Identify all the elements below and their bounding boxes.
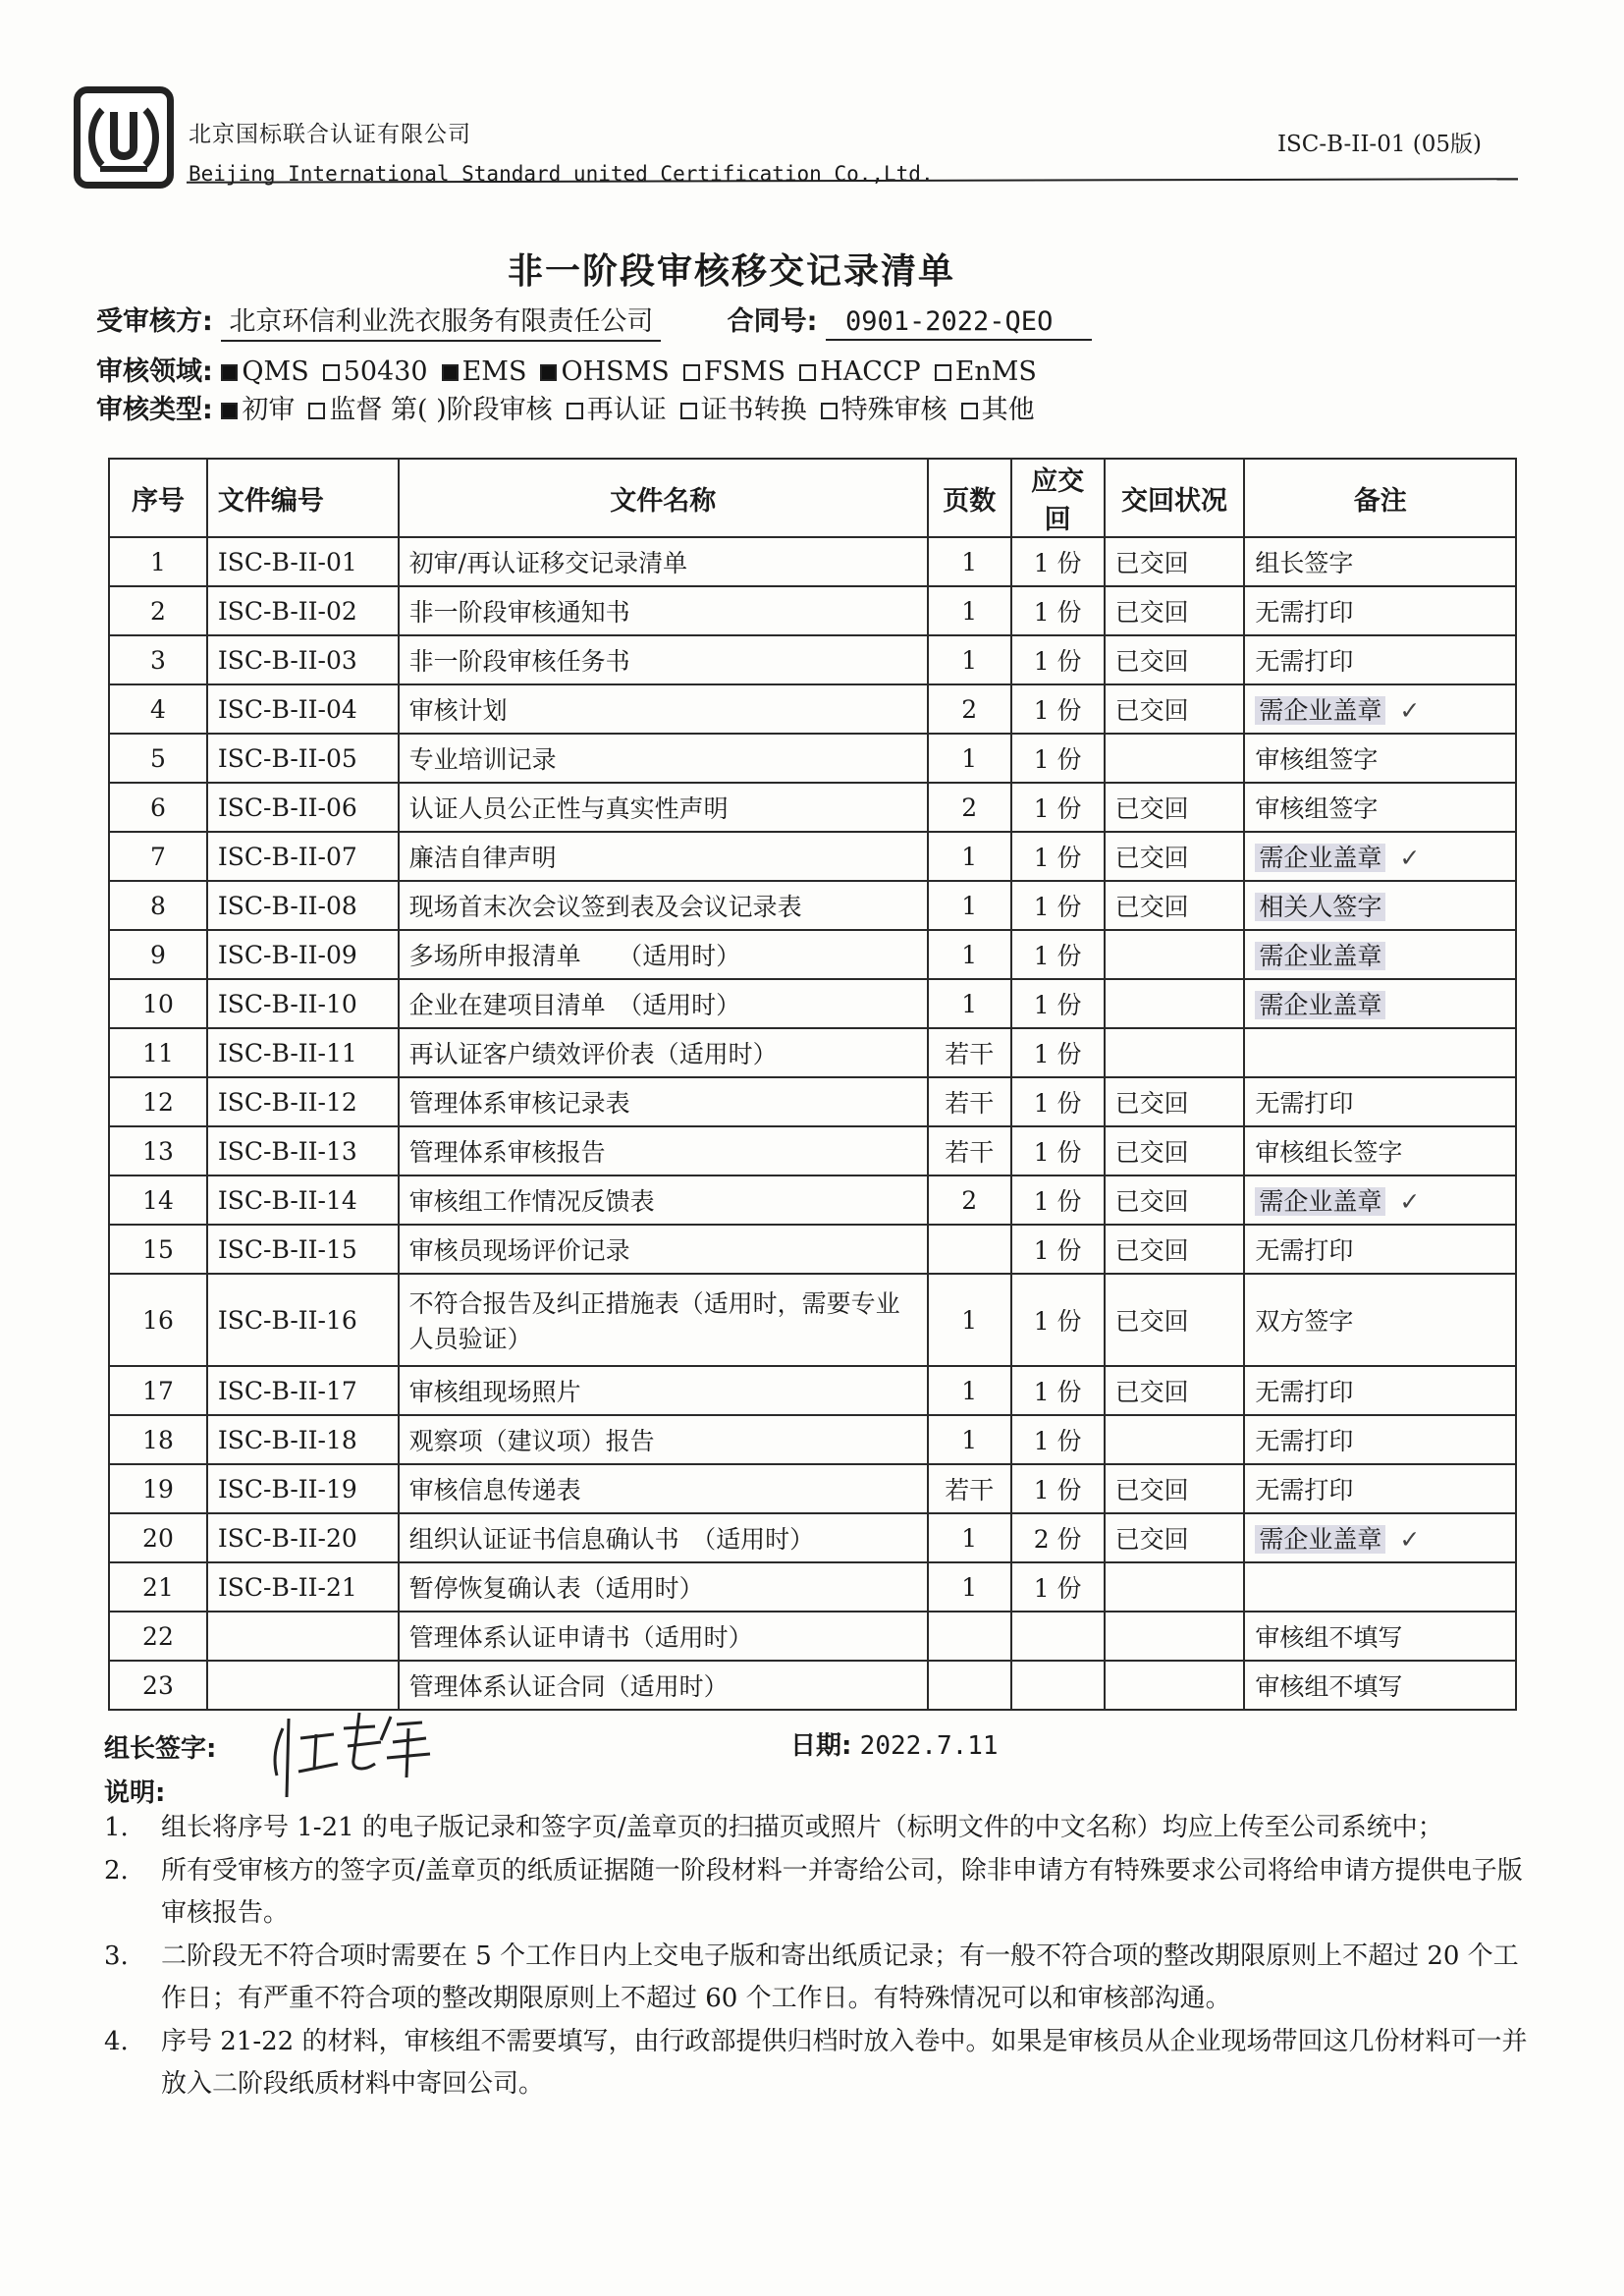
table-row <box>109 881 1516 930</box>
cell-copies: 1 份 <box>1011 734 1105 783</box>
table-header-row <box>109 459 1516 537</box>
cell-status: 已交回 <box>1105 635 1245 684</box>
cell-name: 观察项（建议项）报告 <box>399 1415 928 1464</box>
cell-no: 14 <box>109 1175 207 1225</box>
table-row <box>109 1366 1516 1415</box>
notes-title: 说明: <box>104 1778 166 1808</box>
cell-copies: 1 份 <box>1011 1225 1105 1274</box>
audit-type-line <box>96 388 1049 426</box>
leader-signature <box>265 1699 442 1807</box>
cell-status: 已交回 <box>1105 684 1245 734</box>
cell-remark <box>1244 832 1516 881</box>
cell-status <box>1105 1028 1245 1077</box>
cell-pages: 1 <box>928 734 1011 783</box>
cell-status: 已交回 <box>1105 537 1245 586</box>
cell-remark <box>1244 635 1516 684</box>
cell-status: 已交回 <box>1105 1225 1245 1274</box>
audit-field-option <box>442 356 527 387</box>
cell-pages: 1 <box>928 1415 1011 1464</box>
audit-field-option <box>540 356 669 387</box>
cell-pages <box>928 1225 1011 1274</box>
note-text: 序号 21-22 的材料，审核组不需要填写，由行政部提供归档时放入卷中。如果是审核员从企业现场带回这几份材料可一并放入二阶段纸质材料中寄回公司。 <box>161 2027 1528 2099</box>
cell-copies: 1 份 <box>1011 635 1105 684</box>
cell-name: 审核信息传递表 <box>399 1464 928 1513</box>
remark-text: 需企业盖章 <box>1255 991 1385 1019</box>
cell-no: 20 <box>109 1513 207 1562</box>
cell-remark <box>1244 684 1516 734</box>
cell-pages: 1 <box>928 832 1011 881</box>
cell-pages: 若干 <box>928 1126 1011 1175</box>
table-row <box>109 832 1516 881</box>
remark-text: 无需打印 <box>1255 647 1354 676</box>
unchecked-box-icon <box>323 364 340 381</box>
cell-status: 已交回 <box>1105 783 1245 832</box>
cell-pages: 2 <box>928 783 1011 832</box>
cell-no: 7 <box>109 832 207 881</box>
audit-field-option-label: FSMS <box>703 356 786 387</box>
audit-field-option-label: QMS <box>242 356 309 387</box>
audit-type-label: 审核类型: <box>96 395 213 425</box>
col-header-pages: 页数 <box>928 459 1011 537</box>
cell-remark <box>1244 881 1516 930</box>
remark-text: 组长签字 <box>1255 549 1354 577</box>
company-name-cn: 北京国标联合认证有限公司 <box>189 122 471 147</box>
col-header-remark: 备注 <box>1244 459 1516 537</box>
checked-box-icon <box>442 364 459 381</box>
cell-remark <box>1244 1028 1516 1077</box>
cell-name: 非一阶段审核通知书 <box>399 586 928 635</box>
table-row <box>109 1126 1516 1175</box>
cell-copies: 1 份 <box>1011 586 1105 635</box>
remark-text: 审核组不填写 <box>1255 1623 1403 1652</box>
cell-status: 已交回 <box>1105 1366 1245 1415</box>
unchecked-box-icon <box>308 403 325 419</box>
note-item <box>104 1807 1538 1849</box>
cell-status <box>1105 1415 1245 1464</box>
remark-text: 无需打印 <box>1255 1476 1354 1504</box>
col-header-copies: 应交回 <box>1011 459 1105 537</box>
records-table <box>108 458 1517 1711</box>
audit-type-option <box>221 388 295 426</box>
table-row <box>109 783 1516 832</box>
cell-status <box>1105 1612 1245 1661</box>
cell-remark <box>1244 1464 1516 1513</box>
cell-copies: 1 份 <box>1011 930 1105 979</box>
cell-code: ISC-B-II-07 <box>207 832 399 881</box>
remark-text: 审核组长签字 <box>1255 1138 1403 1167</box>
cell-code: ISC-B-II-03 <box>207 635 399 684</box>
audit-fields-line <box>96 350 1051 388</box>
audit-type-option <box>961 388 1035 426</box>
cell-copies: 1 份 <box>1011 1175 1105 1225</box>
remark-text: 审核组签字 <box>1255 745 1379 774</box>
table-row <box>109 586 1516 635</box>
cell-no: 9 <box>109 930 207 979</box>
cell-no: 23 <box>109 1661 207 1710</box>
cell-copies: 1 份 <box>1011 684 1105 734</box>
table-body <box>109 537 1516 1710</box>
remark-text: 审核组签字 <box>1255 794 1379 823</box>
audit-type-option <box>308 388 552 426</box>
cell-no: 12 <box>109 1077 207 1126</box>
cell-pages: 1 <box>928 930 1011 979</box>
cell-pages: 1 <box>928 586 1011 635</box>
audit-type-option-label: 再认证 <box>586 395 667 425</box>
cell-copies: 1 份 <box>1011 1028 1105 1077</box>
cell-pages: 2 <box>928 1175 1011 1225</box>
cell-name: 审核组现场照片 <box>399 1366 928 1415</box>
note-number: 4. <box>104 2027 129 2056</box>
audit-type-option-label: 特殊审核 <box>840 395 947 425</box>
audit-type-list <box>221 395 1048 425</box>
remark-text: 无需打印 <box>1255 598 1354 627</box>
note-number: 1. <box>104 1813 129 1842</box>
company-logo <box>74 86 174 189</box>
cell-code: ISC-B-II-02 <box>207 586 399 635</box>
cell-copies: 1 份 <box>1011 1562 1105 1612</box>
table-row <box>109 1513 1516 1562</box>
cell-code: ISC-B-II-09 <box>207 930 399 979</box>
cell-status: 已交回 <box>1105 1175 1245 1225</box>
cell-status <box>1105 1661 1245 1710</box>
cell-status <box>1105 1562 1245 1612</box>
table-row <box>109 684 1516 734</box>
cell-code: ISC-B-II-11 <box>207 1028 399 1077</box>
table-row <box>109 1274 1516 1366</box>
contract-label: 合同号: <box>727 306 818 337</box>
cell-pages: 1 <box>928 1274 1011 1366</box>
table-row <box>109 635 1516 684</box>
cell-remark <box>1244 1513 1516 1562</box>
remark-text: 需企业盖章 <box>1255 942 1385 970</box>
remark-text: 相关人签字 <box>1255 893 1385 921</box>
cell-status: 已交回 <box>1105 832 1245 881</box>
remark-text: 双方签字 <box>1255 1307 1354 1336</box>
cell-copies: 1 份 <box>1011 1077 1105 1126</box>
cell-copies: 1 份 <box>1011 1274 1105 1366</box>
remark-text: 无需打印 <box>1255 1378 1354 1406</box>
remark-text: 无需打印 <box>1255 1427 1354 1455</box>
audit-type-option <box>821 388 947 426</box>
isc-logo-icon <box>84 98 163 177</box>
cell-no: 21 <box>109 1562 207 1612</box>
audit-type-option-label: 其他 <box>981 395 1035 425</box>
cell-pages: 若干 <box>928 1464 1011 1513</box>
cell-name: 组织认证证书信息确认书 （适用时） <box>399 1513 928 1562</box>
table-row <box>109 1225 1516 1274</box>
check-mark-icon: ✓ <box>1399 696 1421 725</box>
cell-code: ISC-B-II-10 <box>207 979 399 1028</box>
table-row <box>109 1077 1516 1126</box>
check-mark-icon: ✓ <box>1399 1187 1421 1216</box>
cell-code: ISC-B-II-04 <box>207 684 399 734</box>
table-row <box>109 1464 1516 1513</box>
remark-text: 无需打印 <box>1255 1089 1354 1118</box>
cell-copies <box>1011 1612 1105 1661</box>
cell-remark <box>1244 783 1516 832</box>
cell-code: ISC-B-II-18 <box>207 1415 399 1464</box>
cell-name: 管理体系认证申请书（适用时） <box>399 1612 928 1661</box>
cell-remark <box>1244 1562 1516 1612</box>
cell-code <box>207 1612 399 1661</box>
audit-field-option-label: HACCP <box>820 356 921 387</box>
note-text: 所有受审核方的签字页/盖章页的纸质证据随一阶段材料一并寄给公司，除非申请方有特殊要求公司将给申请方提供电子版审核报告。 <box>161 1856 1523 1928</box>
audit-fields-label: 审核领域: <box>96 356 213 387</box>
cell-remark <box>1244 734 1516 783</box>
cell-code: ISC-B-II-06 <box>207 783 399 832</box>
cell-name: 再认证客户绩效评价表（适用时） <box>399 1028 928 1077</box>
checked-box-icon <box>221 364 238 381</box>
unchecked-box-icon <box>799 364 816 381</box>
cell-no: 5 <box>109 734 207 783</box>
cell-name: 管理体系审核记录表 <box>399 1077 928 1126</box>
cell-no: 17 <box>109 1366 207 1415</box>
unchecked-box-icon <box>683 364 700 381</box>
cell-no: 2 <box>109 586 207 635</box>
table-row <box>109 537 1516 586</box>
col-header-code: 文件编号 <box>207 459 399 537</box>
cell-status: 已交回 <box>1105 1274 1245 1366</box>
audit-field-option-label: EMS <box>461 356 527 387</box>
audit-field-option-label: EnMS <box>954 356 1037 387</box>
cell-no: 22 <box>109 1612 207 1661</box>
checked-box-icon <box>540 364 557 381</box>
document-title: 非一阶段审核移交记录清单 <box>507 251 955 292</box>
cell-name: 现场首末次会议签到表及会议记录表 <box>399 881 928 930</box>
cell-name: 认证人员公正性与真实性声明 <box>399 783 928 832</box>
cell-remark <box>1244 1415 1516 1464</box>
cell-no: 18 <box>109 1415 207 1464</box>
col-header-no: 序号 <box>109 459 207 537</box>
cell-no: 4 <box>109 684 207 734</box>
date-line <box>790 1725 999 1762</box>
cell-remark <box>1244 1612 1516 1661</box>
cell-pages <box>928 1612 1011 1661</box>
date-label: 日期: <box>790 1731 852 1761</box>
cell-no: 10 <box>109 979 207 1028</box>
audit-field-option <box>221 356 308 387</box>
note-item <box>104 1850 1538 1935</box>
audit-field-option <box>935 356 1037 387</box>
cell-no: 3 <box>109 635 207 684</box>
cell-name: 暂停恢复确认表（适用时） <box>399 1562 928 1612</box>
remark-text: 需企业盖章 <box>1255 1525 1385 1554</box>
cell-remark <box>1244 1126 1516 1175</box>
cell-copies <box>1011 1661 1105 1710</box>
note-item <box>104 1936 1538 2020</box>
cell-no: 11 <box>109 1028 207 1077</box>
table-row <box>109 1415 1516 1464</box>
cell-status: 已交回 <box>1105 1077 1245 1126</box>
company-name-en: Beijing International Standard united Certification Co.,Ltd. <box>189 162 934 186</box>
cell-status: 已交回 <box>1105 586 1245 635</box>
audit-field-option-label: 50430 <box>343 356 428 387</box>
cell-copies: 1 份 <box>1011 1415 1105 1464</box>
leader-signature-label: 组长签字: <box>104 1734 217 1764</box>
cell-status <box>1105 979 1245 1028</box>
unchecked-box-icon <box>567 403 583 419</box>
table-row <box>109 930 1516 979</box>
cell-copies: 1 份 <box>1011 979 1105 1028</box>
unchecked-box-icon <box>961 403 978 419</box>
note-text: 二阶段无不符合项时需要在 5 个工作日内上交电子版和寄出纸质记录；有一般不符合项的整改期限原则上不超过 20 个工作日；有严重不符合项的整改期限原则上不超过 60 个工作日。有特殊情况可以和审核部沟通。 <box>161 1941 1519 2013</box>
auditee-line <box>96 300 1092 342</box>
cell-code: ISC-B-II-05 <box>207 734 399 783</box>
cell-remark <box>1244 1366 1516 1415</box>
cell-no: 15 <box>109 1225 207 1274</box>
audit-type-option <box>680 388 807 426</box>
check-mark-icon: ✓ <box>1399 844 1421 872</box>
col-header-name: 文件名称 <box>399 459 928 537</box>
cell-name: 审核组工作情况反馈表 <box>399 1175 928 1225</box>
cell-status: 已交回 <box>1105 1126 1245 1175</box>
cell-no: 16 <box>109 1274 207 1366</box>
cell-pages: 2 <box>928 684 1011 734</box>
cell-pages: 1 <box>928 881 1011 930</box>
cell-code: ISC-B-II-19 <box>207 1464 399 1513</box>
cell-no: 1 <box>109 537 207 586</box>
cell-pages: 1 <box>928 979 1011 1028</box>
cell-status: 已交回 <box>1105 881 1245 930</box>
cell-copies: 1 份 <box>1011 1464 1105 1513</box>
cell-remark <box>1244 586 1516 635</box>
contract-value: 0901-2022-QEO <box>826 306 1092 341</box>
cell-pages: 若干 <box>928 1077 1011 1126</box>
auditee-label: 受审核方: <box>96 306 213 337</box>
cell-no: 6 <box>109 783 207 832</box>
audit-field-option <box>323 356 428 387</box>
cell-name: 廉洁自律声明 <box>399 832 928 881</box>
cell-name: 审核计划 <box>399 684 928 734</box>
checked-box-icon <box>221 403 238 419</box>
cell-status: 已交回 <box>1105 1513 1245 1562</box>
cell-pages <box>928 1661 1011 1710</box>
remark-text: 需企业盖章 <box>1255 844 1385 872</box>
note-number: 2. <box>104 1856 129 1886</box>
cell-code: ISC-B-II-15 <box>207 1225 399 1274</box>
audit-type-option-label: 初审 <box>242 395 296 425</box>
unchecked-box-icon <box>821 403 838 419</box>
auditee-value: 北京环信利业洗衣服务有限责任公司 <box>221 300 661 342</box>
cell-copies: 1 份 <box>1011 537 1105 586</box>
cell-name: 初审/再认证移交记录清单 <box>399 537 928 586</box>
cell-name: 不符合报告及纠正措施表（适用时，需要专业人员验证） <box>399 1274 928 1366</box>
cell-status: 已交回 <box>1105 1464 1245 1513</box>
note-item <box>104 2021 1538 2105</box>
cell-pages: 1 <box>928 635 1011 684</box>
notes-list <box>104 1807 1538 2106</box>
check-mark-icon: ✓ <box>1399 1525 1421 1554</box>
table-row <box>109 1562 1516 1612</box>
cell-name: 管理体系认证合同（适用时） <box>399 1661 928 1710</box>
cell-name: 审核员现场评价记录 <box>399 1225 928 1274</box>
cell-code: ISC-B-II-13 <box>207 1126 399 1175</box>
table-row <box>109 1175 1516 1225</box>
remark-text: 无需打印 <box>1255 1236 1354 1265</box>
audit-field-option <box>683 356 785 387</box>
cell-pages: 1 <box>928 1513 1011 1562</box>
cell-copies: 1 份 <box>1011 881 1105 930</box>
cell-code: ISC-B-II-01 <box>207 537 399 586</box>
cell-name: 企业在建项目清单 （适用时） <box>399 979 928 1028</box>
cell-copies: 1 份 <box>1011 1366 1105 1415</box>
cell-no: 8 <box>109 881 207 930</box>
unchecked-box-icon <box>935 364 951 381</box>
remark-text: 需企业盖章 <box>1255 696 1385 725</box>
note-number: 3. <box>104 1941 129 1971</box>
cell-code: ISC-B-II-21 <box>207 1562 399 1612</box>
cell-code: ISC-B-II-12 <box>207 1077 399 1126</box>
cell-copies: 1 份 <box>1011 1126 1105 1175</box>
cell-name: 管理体系审核报告 <box>399 1126 928 1175</box>
remark-text: 审核组不填写 <box>1255 1672 1403 1701</box>
table-row <box>109 1028 1516 1077</box>
cell-code: ISC-B-II-20 <box>207 1513 399 1562</box>
date-value: 2022.7.11 <box>859 1731 999 1761</box>
col-header-status: 交回状况 <box>1105 459 1245 537</box>
cell-pages: 1 <box>928 1366 1011 1415</box>
cell-name: 多场所申报清单 （适用时） <box>399 930 928 979</box>
cell-code: ISC-B-II-14 <box>207 1175 399 1225</box>
cell-remark <box>1244 1077 1516 1126</box>
cell-status <box>1105 734 1245 783</box>
cell-copies: 2 份 <box>1011 1513 1105 1562</box>
cell-pages: 若干 <box>928 1028 1011 1077</box>
cell-remark <box>1244 1175 1516 1225</box>
cell-name: 专业培训记录 <box>399 734 928 783</box>
audit-type-option-label: 监督 第( )阶段审核 <box>329 395 553 425</box>
note-text: 组长将序号 1-21 的电子版记录和签字页/盖章页的扫描页或照片（标明文件的中文名称）均应上传至公司系统中； <box>161 1813 1443 1842</box>
cell-remark <box>1244 1661 1516 1710</box>
cell-code: ISC-B-II-16 <box>207 1274 399 1366</box>
cell-no: 19 <box>109 1464 207 1513</box>
table-row <box>109 1612 1516 1661</box>
audit-type-option-label: 证书转换 <box>700 395 807 425</box>
remark-text: 需企业盖章 <box>1255 1187 1385 1216</box>
audit-field-option <box>799 356 921 387</box>
audit-field-option-label: OHSMS <box>561 356 670 387</box>
cell-code: ISC-B-II-17 <box>207 1366 399 1415</box>
cell-pages: 1 <box>928 1562 1011 1612</box>
table-row <box>109 979 1516 1028</box>
audit-type-option <box>567 388 667 426</box>
table-row <box>109 734 1516 783</box>
cell-copies: 1 份 <box>1011 783 1105 832</box>
cell-code: ISC-B-II-08 <box>207 881 399 930</box>
cell-remark <box>1244 930 1516 979</box>
cell-no: 13 <box>109 1126 207 1175</box>
cell-remark <box>1244 1274 1516 1366</box>
cell-pages: 1 <box>928 537 1011 586</box>
cell-remark <box>1244 1225 1516 1274</box>
cell-remark <box>1244 979 1516 1028</box>
audit-fields-list <box>221 356 1051 387</box>
cell-name: 非一阶段审核任务书 <box>399 635 928 684</box>
unchecked-box-icon <box>680 403 697 419</box>
cell-status <box>1105 930 1245 979</box>
cell-remark <box>1244 537 1516 586</box>
cell-copies: 1 份 <box>1011 832 1105 881</box>
document-code: ISC-B-II-01 (05版) <box>1276 132 1482 157</box>
